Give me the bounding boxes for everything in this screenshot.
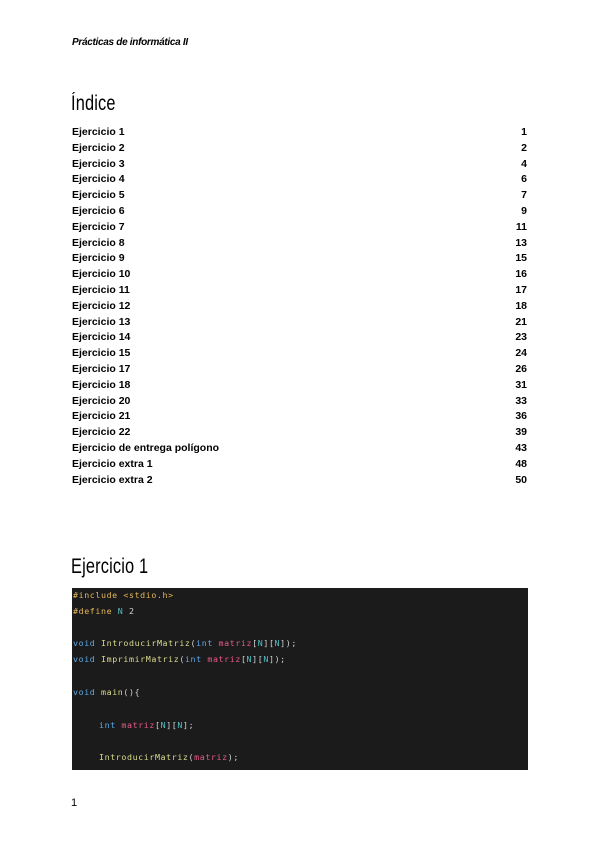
toc-entry[interactable] — [72, 346, 527, 362]
toc-entry[interactable] — [72, 425, 527, 441]
toc-entry[interactable] — [72, 315, 527, 331]
table-of-contents — [72, 125, 527, 488]
toc-entry-page: 26 — [515, 362, 527, 375]
toc-entry-label: Ejercicio 3 — [72, 157, 125, 170]
toc-entry[interactable] — [72, 457, 527, 473]
toc-entry-label: Ejercicio 20 — [72, 394, 131, 407]
toc-entry-label: Ejercicio 5 — [72, 189, 125, 202]
toc-entry[interactable] — [72, 441, 527, 457]
toc-entry-page: 24 — [515, 347, 527, 360]
toc-entry-page: 7 — [521, 189, 527, 202]
index-title: Índice — [71, 92, 116, 115]
toc-entry-label: Ejercicio 14 — [72, 331, 131, 344]
toc-entry[interactable] — [72, 220, 527, 236]
toc-entry-page: 4 — [521, 157, 527, 170]
toc-entry-label: Ejercicio 7 — [72, 220, 125, 233]
code-line-7: void main(){ — [73, 687, 141, 697]
code-line-2: #define N 2 — [73, 606, 135, 616]
toc-entry-page: 39 — [515, 426, 527, 439]
code-block — [72, 588, 528, 770]
code-line-11: IntroducirMatriz(matriz); — [99, 752, 239, 762]
toc-entry-label: Ejercicio 13 — [72, 315, 131, 328]
code-line-5: void ImprimirMatriz(int matriz[N][N]); — [73, 654, 286, 664]
toc-entry-page: 17 — [515, 283, 527, 296]
code-line-4: void IntroducirMatriz(int matriz[N][N]); — [73, 638, 297, 648]
toc-entry[interactable] — [72, 141, 527, 157]
toc-entry-label: Ejercicio 2 — [72, 141, 125, 154]
toc-entry-label: Ejercicio 22 — [72, 426, 131, 439]
toc-entry-page: 50 — [515, 473, 527, 486]
toc-entry-page: 23 — [515, 331, 527, 344]
code-line-1: #include <stdio.h> — [73, 590, 174, 600]
toc-entry-page: 1 — [521, 126, 527, 138]
page-header: Prácticas de informática II — [72, 37, 188, 48]
toc-entry-page: 6 — [521, 173, 527, 186]
section-title: Ejercicio 1 — [71, 555, 149, 578]
toc-entry[interactable] — [72, 236, 527, 252]
toc-entry-page: 16 — [515, 268, 527, 281]
toc-entry[interactable] — [72, 473, 527, 489]
toc-entry-page: 48 — [515, 457, 527, 470]
page-number: 1 — [71, 797, 78, 809]
code-line-9: int matriz[N][N]; — [99, 720, 195, 730]
toc-entry-label: Ejercicio 17 — [72, 362, 131, 375]
toc-entry-page: 2 — [521, 141, 527, 154]
toc-entry-page: 9 — [521, 204, 527, 217]
toc-entry-label: Ejercicio de entrega polígono — [72, 441, 220, 454]
toc-entry-label: Ejercicio 6 — [72, 204, 125, 217]
toc-entry-page: 21 — [515, 315, 527, 328]
toc-entry-label: Ejercicio 18 — [72, 378, 131, 391]
toc-entry[interactable] — [72, 204, 527, 220]
toc-entry[interactable] — [72, 299, 527, 315]
toc-entry-page: 33 — [515, 394, 527, 407]
toc-entry-label: Ejercicio extra 2 — [72, 473, 153, 486]
toc-entry[interactable] — [72, 267, 527, 283]
toc-entry-page: 36 — [515, 410, 527, 423]
toc-entry-page: 43 — [515, 441, 527, 454]
toc-entry[interactable] — [72, 409, 527, 425]
toc-entry[interactable] — [72, 188, 527, 204]
toc-entry[interactable] — [72, 283, 527, 299]
toc-entry-label: Ejercicio 12 — [72, 299, 131, 312]
toc-entry-page: 15 — [515, 252, 527, 265]
toc-entry-page: 11 — [515, 220, 527, 233]
toc-entry[interactable] — [72, 157, 527, 173]
toc-entry[interactable] — [72, 378, 527, 394]
toc-entry[interactable] — [72, 172, 527, 188]
toc-entry-label: Ejercicio 10 — [72, 268, 131, 281]
toc-entry-page: 13 — [515, 236, 527, 249]
toc-entry[interactable] — [72, 330, 527, 346]
toc-entry-label: Ejercicio 11 — [72, 283, 130, 296]
toc-entry[interactable] — [72, 251, 527, 267]
toc-entry-page: 18 — [515, 299, 527, 312]
toc-entry[interactable] — [72, 394, 527, 410]
toc-entry[interactable] — [72, 362, 527, 378]
toc-entry-label: Ejercicio extra 1 — [72, 457, 153, 470]
toc-entry-page: 31 — [515, 378, 527, 391]
toc-entry-label: Ejercicio 1 — [72, 126, 125, 138]
toc-entry-label: Ejercicio 8 — [72, 236, 125, 249]
toc-entry-label: Ejercicio 15 — [72, 347, 131, 360]
toc-entry-label: Ejercicio 4 — [72, 173, 125, 186]
toc-entry-label: Ejercicio 21 — [72, 410, 131, 423]
toc-entry[interactable] — [72, 125, 527, 141]
toc-entry-label: Ejercicio 9 — [72, 252, 125, 265]
